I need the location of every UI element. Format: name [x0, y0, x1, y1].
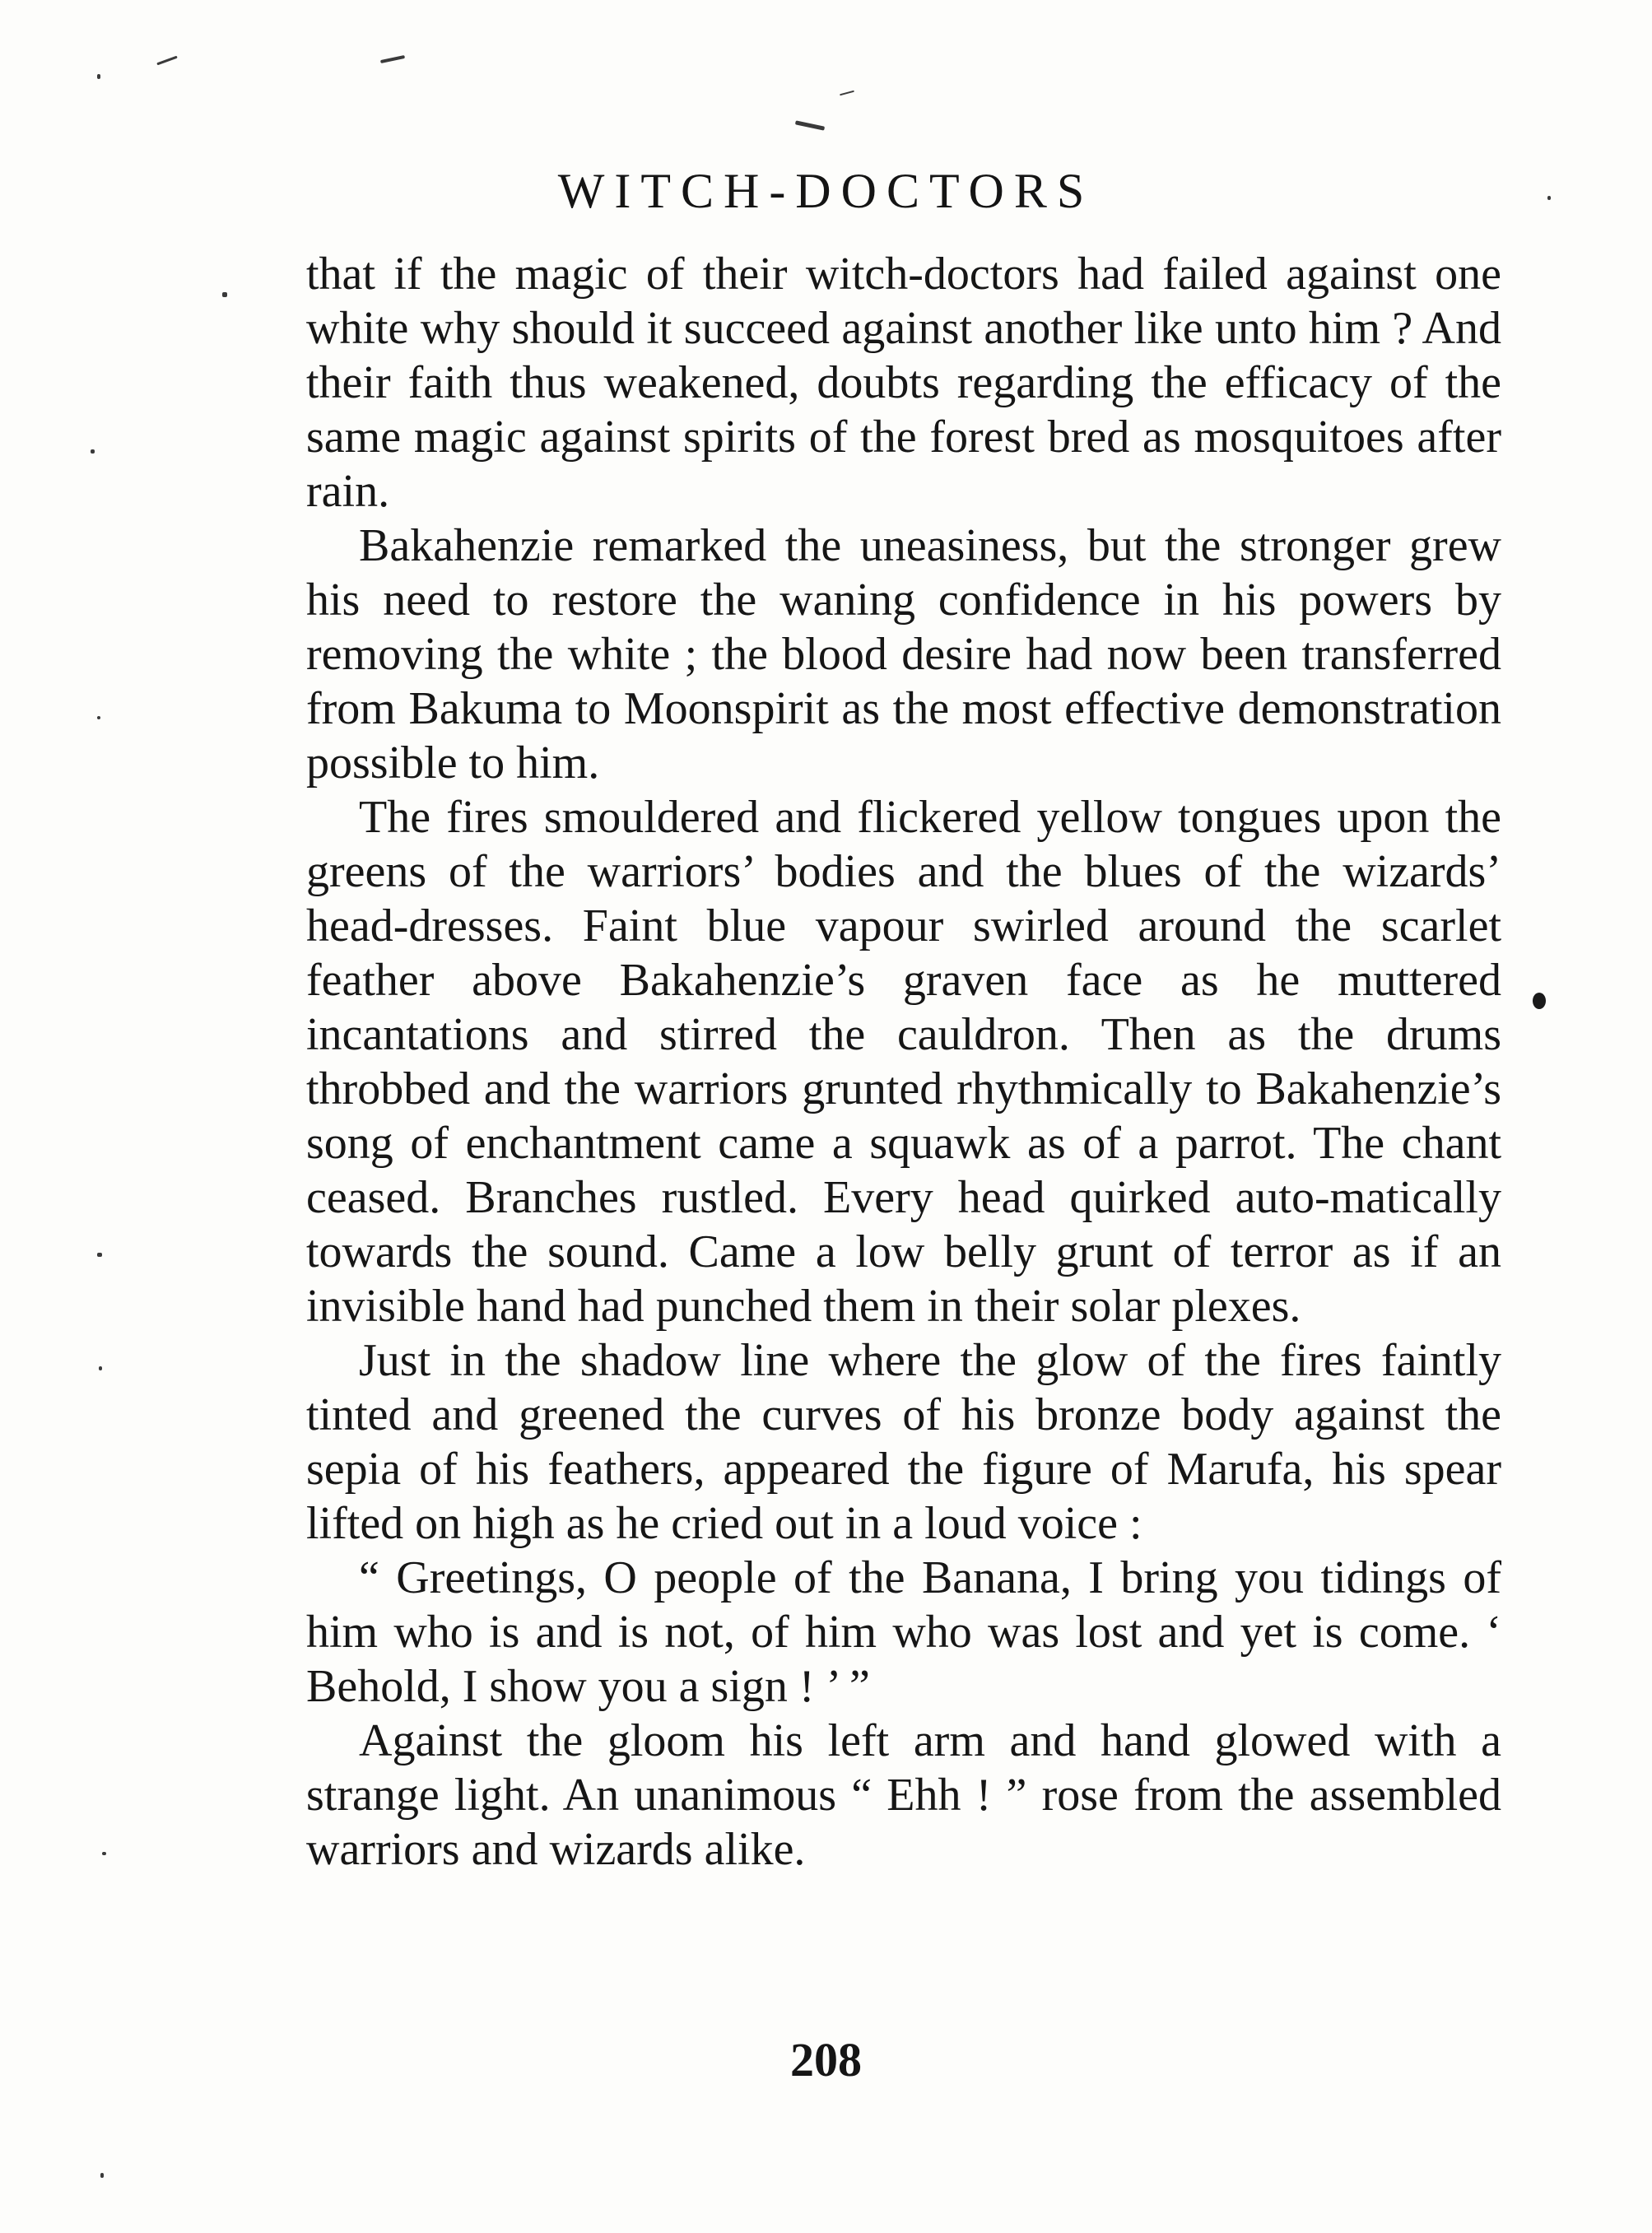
scan-speck	[222, 292, 227, 297]
body-text	[306, 247, 1501, 1877]
scan-dot	[1533, 993, 1546, 1009]
scan-speck	[102, 1852, 106, 1855]
paragraph: Bakahenzie remarked the uneasiness, but the stronger grew his need to restore the waning confidence in his powers by removing the white ; the blood desire had now been transferred from Bakuma to Moonspirit as the most effective demonstration possible to him.	[306, 520, 1501, 789]
paragraph: that if the magic of their witch-doctors had failed against one white why should it succeed against another like unto him ? And their faith thus weakened, doubts regarding the efficacy of the same magic against spirits of the forest bred as mosquitoes after rain.	[306, 249, 1501, 517]
paragraph: Just in the shadow line where the glow of the fires faintly tinted and greened the curves of his bronze body against the sepia of his feathers, appeared the figure of Marufa, his spear lifted on high as he cried out in a loud voice :	[306, 1335, 1501, 1549]
paragraph: “ Greetings, O people of the Banana, I bring you tidings of him who is and is not, of him who was lost and yet is come. ‘ Behold, I show you a sign ! ’ ”	[306, 1552, 1501, 1712]
scan-speck	[97, 74, 100, 79]
scan-speck	[840, 91, 854, 96]
scan-speck	[380, 55, 405, 63]
paragraph: Against the gloom his left arm and hand glowed with a strange light. An unanimous “ Ehh ! ” rose from the assembled warriors and wizards alike.	[306, 1715, 1501, 1875]
scan-speck	[97, 716, 100, 719]
scan-speck	[99, 1366, 102, 1370]
paragraph: The fires smouldered and flickered yellow tongues upon the greens of the warriors’ bodies and the blues of the wizards’ head-dresses. Faint blue vapour swirled around the scarlet feather above Bakahenzie’s graven face as he muttered incantations and stirred the cauldron. Then as the drums throbbed and the warriors grunted rhythmically to Bakahenzie’s song of enchantment came a squawk as of a parrot. The chant ceased. Branches rustled. Every head quirked auto-matically towards the sound. Came a low belly grunt of terror as if an invisible hand had punched them in their solar plexes.	[306, 792, 1501, 1332]
running-head: WITCH-DOCTORS	[557, 164, 1095, 218]
scan-speck	[795, 120, 825, 130]
page-number: 208	[790, 2033, 862, 2086]
scan-speck	[156, 56, 177, 66]
scan-speck	[97, 1253, 102, 1257]
scan-speck	[100, 2173, 104, 2178]
scan-speck	[91, 449, 95, 454]
